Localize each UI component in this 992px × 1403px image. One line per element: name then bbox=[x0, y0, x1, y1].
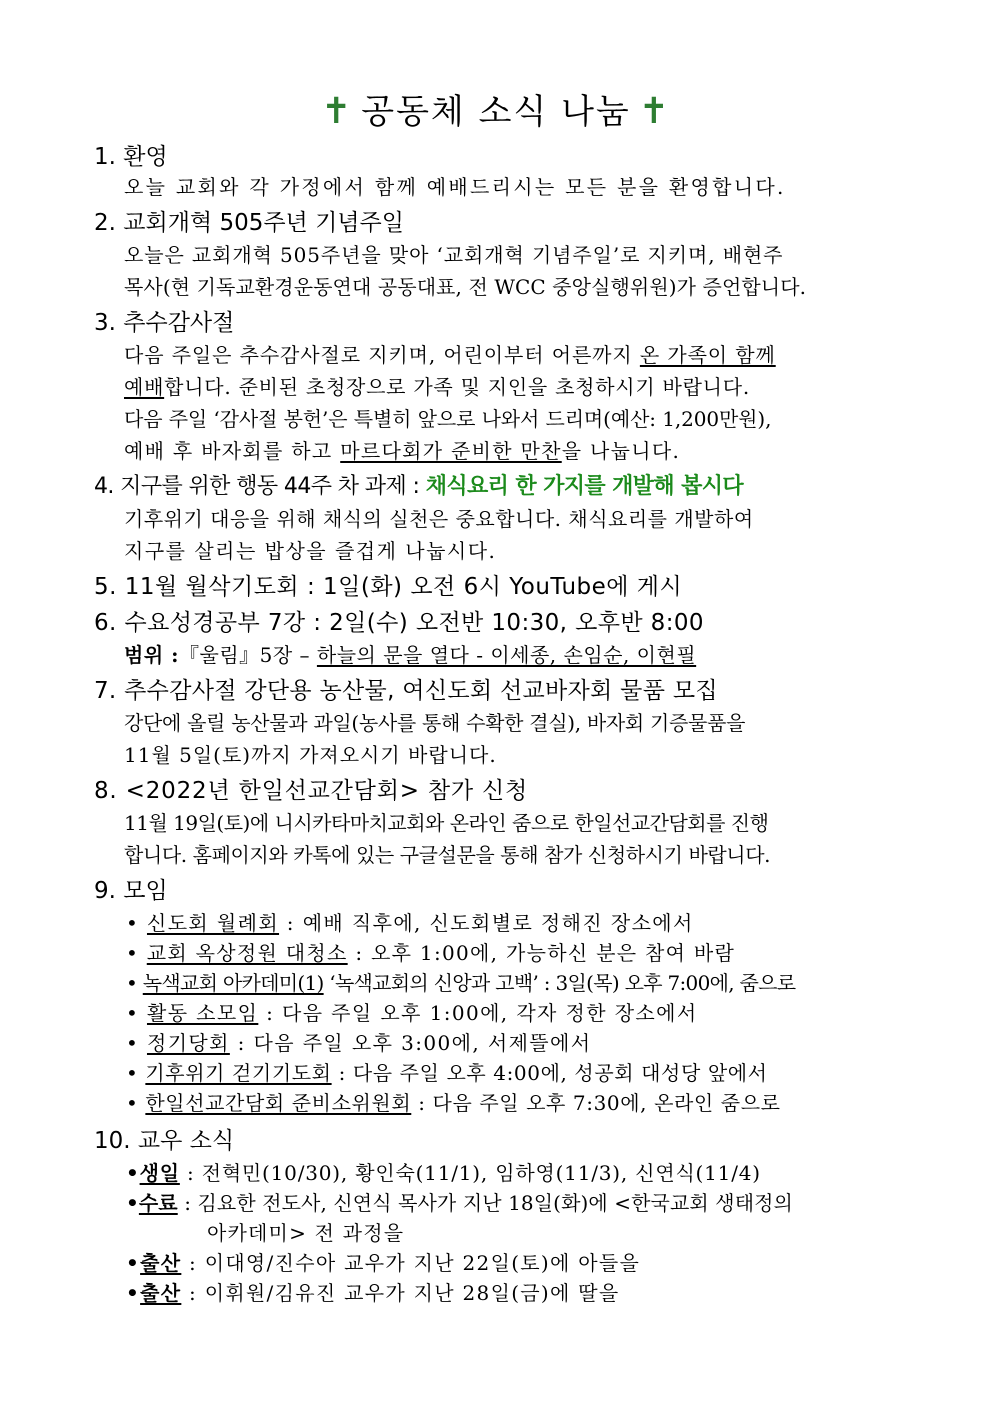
list-item-meeting: • 교회 옥상정원 대청소 : 오후 1:00에, 가능하신 분은 참여 바람 bbox=[126, 941, 736, 965]
item-body-earth-action-2: 지구를 살리는 밥상을 즐겁게 나눕시다. bbox=[124, 539, 497, 563]
underlined-dinner: 마르다회가 준비한 만찬 bbox=[340, 439, 562, 463]
item-heading-monthly-prayer: 5. 11월 월삭기도회 : 1일(화) 오전 6시 YouTube에 게시 bbox=[94, 574, 683, 600]
list-item-news: •출산 : 이휘원/김유진 교우가 지난 28일(금)에 딸을 bbox=[126, 1281, 620, 1305]
list-item-meeting: • 한일선교간담회 준비소위원회 : 다음 주일 오후 7:30에, 온라인 줌으로 bbox=[126, 1091, 781, 1115]
item-body-thanksgiving-4: 예배 후 바자회를 하고 마르다회가 준비한 만찬을 나눕니다. bbox=[124, 439, 681, 463]
list-item-meeting: • 녹색교회 아카데미(1) ‘녹색교회의 신앙과 고백’ : 3일(목) 오후 7:00에, 줌으로 bbox=[126, 971, 796, 995]
list-item-news: •생일 : 전혁민(10/30), 황인숙(11/1), 임하영(11/3), 신연식(11/4) bbox=[126, 1161, 761, 1185]
item-heading-meetings: 9. 모임 bbox=[94, 878, 168, 904]
item-body-welcome: 오늘 교회와 각 가정에서 함께 예배드리시는 모든 분을 환영합니다. bbox=[124, 175, 786, 199]
list-item-meeting: • 기후위기 걷기기도회 : 다음 주일 오후 4:00에, 성공회 대성당 앞에서 bbox=[126, 1061, 768, 1085]
underlined-worship: 예배 bbox=[124, 375, 165, 399]
item-body-bible-study-range: 범위 :『울림』5장 – 하늘의 문을 열다 - 이세종, 손임순, 이현필 bbox=[124, 643, 697, 667]
highlight-vegan-cooking: 채식요리 한 가지를 개발해 봅시다 bbox=[425, 474, 744, 499]
item-body-thanksgiving-1: 다음 주일은 추수감사절로 지키며, 어린이부터 어른까지 온 가족이 함께 bbox=[124, 343, 776, 367]
page-title bbox=[0, 88, 992, 136]
item-body-korea-japan-1: 11월 19일(토)에 니시카타마치교회와 온라인 줌으로 한일선교간담회를 진행 bbox=[124, 811, 769, 835]
item-body-thanksgiving-3: 다음 주일 ‘감사절 봉헌’은 특별히 앞으로 나와서 드리며(예산: 1,200만원), bbox=[124, 407, 772, 431]
item-body-earth-action-1: 기후위기 대응을 위해 채식의 실천은 중요합니다. 채식요리를 개발하여 bbox=[124, 507, 754, 531]
item-body-harvest-goods-1: 강단에 올릴 농산물과 과일(농사를 통해 수확한 결실), 바자회 기증물품을 bbox=[124, 711, 746, 735]
list-item-news: •수료 : 김요한 전도사, 신연식 목사가 지난 18일(화)에 <한국교회 생태정의 bbox=[126, 1191, 793, 1215]
item-heading-bible-study: 6. 수요성경공부 7강 : 2일(수) 오전반 10:30, 오후반 8:00 bbox=[94, 610, 704, 636]
item-body-reformation-1: 오늘은 교회개혁 505주년을 맞아 ‘교회개혁 기념주일’로 지키며, 배현주 bbox=[124, 243, 784, 267]
item-heading-reformation: 2. 교회개혁 505주년 기념주일 bbox=[94, 210, 404, 236]
list-item-news-continued: 아카데미> 전 과정을 bbox=[207, 1221, 405, 1245]
item-body-thanksgiving-2: 예배합니다. 준비된 초청장으로 가족 및 지인을 초청하시기 바랍니다. bbox=[124, 375, 750, 399]
item-body-korea-japan-2: 합니다. 홈페이지와 카톡에 있는 구글설문을 통해 참가 신청하시기 바랍니다. bbox=[124, 843, 771, 867]
range-label: 범위 : bbox=[124, 643, 179, 667]
underlined-range-detail: 하늘의 문을 열다 - 이세종, 손임순, 이현필 bbox=[316, 643, 697, 667]
item-heading-welcome: 1. 환영 bbox=[94, 144, 168, 170]
list-item-meeting: • 신도회 월례회 : 예배 직후에, 신도회별로 정해진 장소에서 bbox=[126, 911, 694, 935]
underlined-whole-family: 온 가족이 함께 bbox=[639, 343, 776, 367]
list-item-meeting: • 활동 소모임 : 다음 주일 오후 1:00에, 각자 정한 장소에서 bbox=[126, 1001, 698, 1025]
item-body-harvest-goods-2: 11월 5일(토)까지 가져오시기 바랍니다. bbox=[124, 743, 497, 767]
item-heading-korea-japan: 8. <2022년 한일선교간담회> 참가 신청 bbox=[94, 778, 529, 804]
list-item-meeting: • 정기당회 : 다음 주일 오후 3:00에, 서제뜰에서 bbox=[126, 1031, 592, 1055]
item-body-reformation-2: 목사(현 기독교환경운동연대 공동대표, 전 WCC 중앙실행위원)가 증언합니다. bbox=[124, 275, 807, 299]
item-heading-member-news: 10. 교우 소식 bbox=[94, 1128, 235, 1154]
cross-icon: ✝ bbox=[321, 91, 354, 132]
title-text: 공동체 소식 나눔 bbox=[361, 92, 631, 132]
list-item-news: •출산 : 이대영/진수아 교우가 지난 22일(토)에 아들을 bbox=[126, 1251, 641, 1275]
item-heading-thanksgiving: 3. 추수감사절 bbox=[94, 310, 235, 336]
item-heading-harvest-goods: 7. 추수감사절 강단용 농산물, 여신도회 선교바자회 물품 모집 bbox=[94, 678, 718, 704]
cross-icon: ✝ bbox=[638, 91, 671, 132]
item-heading-earth-action: 4. 지구를 위한 행동 44주 차 과제 : 채식요리 한 가지를 개발해 봅시다 bbox=[94, 474, 744, 499]
